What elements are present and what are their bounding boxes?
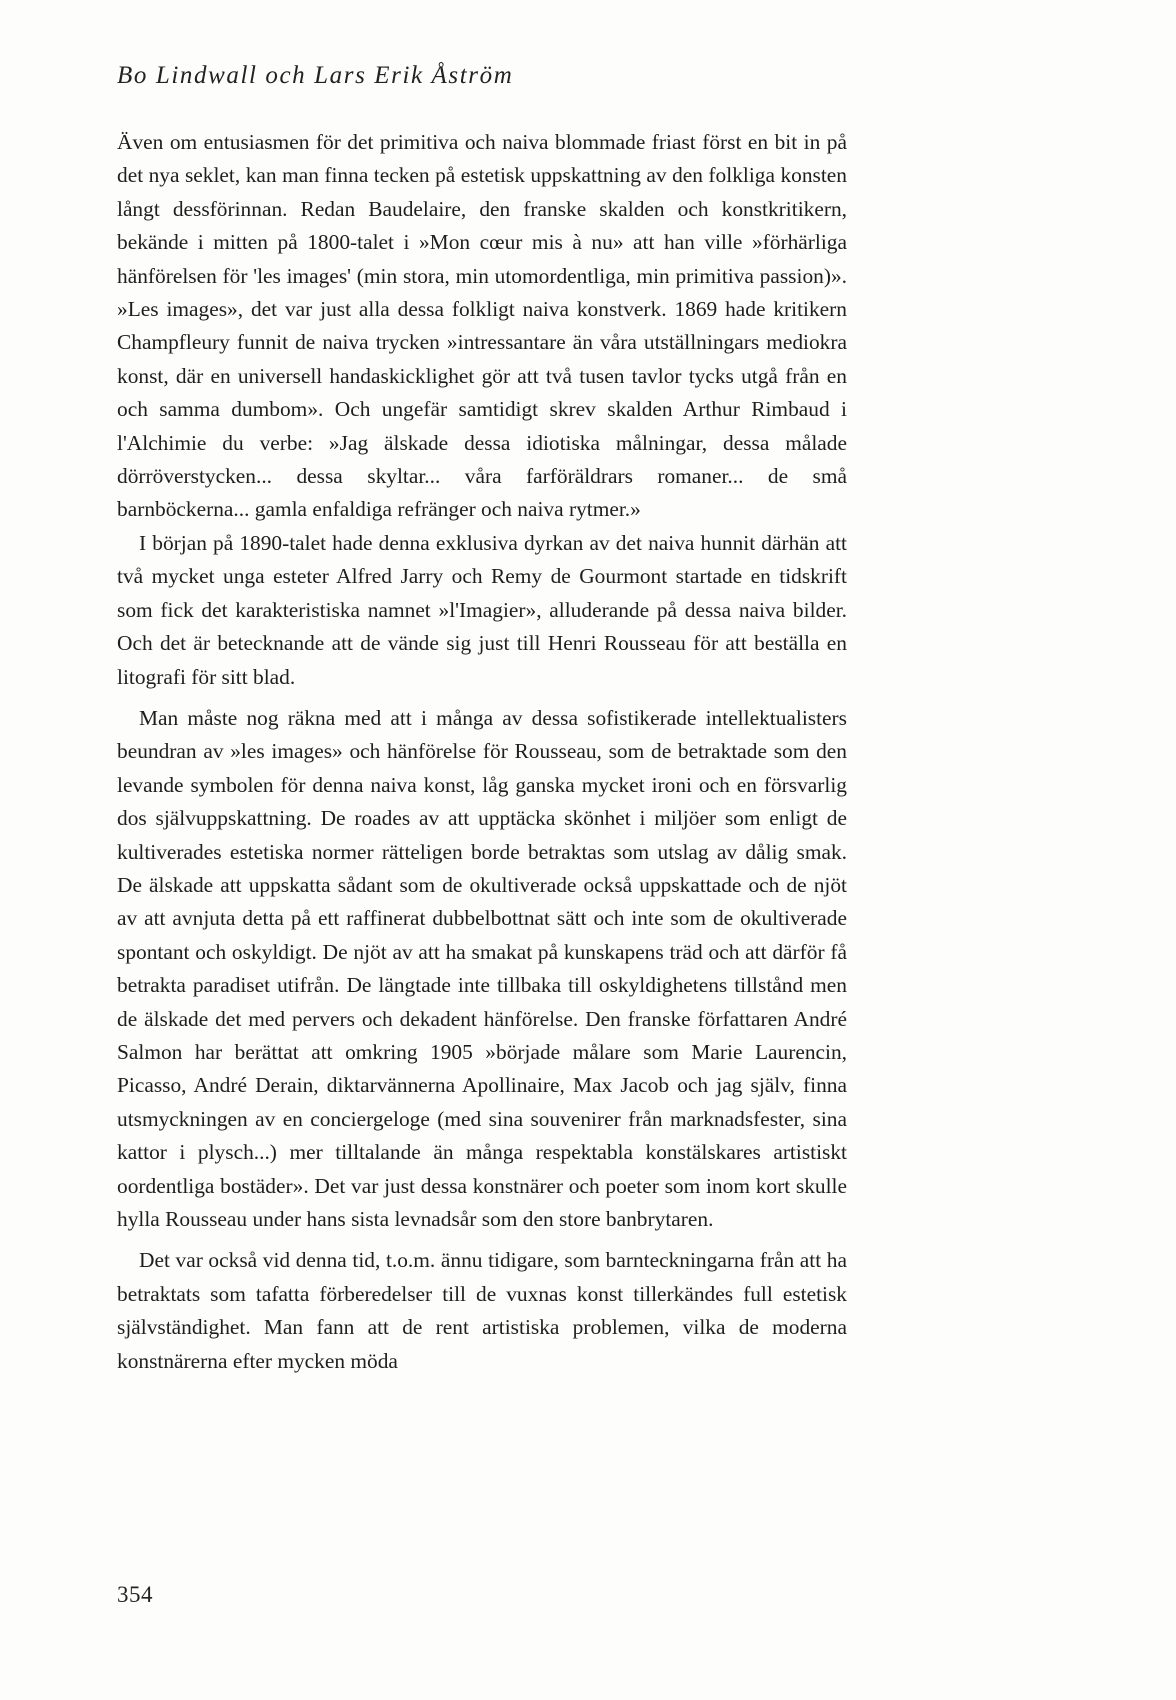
paragraph-4: Det var också vid denna tid, t.o.m. ännu tidigare, som barnteckningarna från att ha betraktats som tafatta förberedelser till de vuxnas konst tillerkändes full estetisk självständighet. Man fann att de rent artistiska problemen, vilka de moderna konstnärerna efter mycken möda	[117, 1248, 847, 1373]
page-number: 354	[117, 1582, 153, 1607]
paragraph-3: Man måste nog räkna med att i många av dessa sofistikerade intellektualisters beundran av »les images» och hänförelse för Rousseau, som de betraktade som den levande symbolen för denna naiva konst, låg ganska mycket ironi och en försvarlig dos självuppskattning. De roades av att upptäcka skönhet i miljöer som enligt de kultiverades estetiska normer rätteligen borde betraktas som utslag av dålig smak. De älskade att uppskatta sådant som de okultiverade också uppskattade och de njöt av att avnjuta detta på ett raffinerat dubbelbottnat sätt och inte som de okultiverade spontant och oskyldigt. De njöt av att ha smakat på kunskapens träd och att därför få betrakta paradiset utifrån. De längtade inte tillbaka till oskyldighetens tillstånd men de älskade det med pervers och dekadent hänförelse. Den franske författaren André Salmon har berättat att omkring 1905 »började målare som Marie Laurencin, Picasso, André Derain, diktarvännerna Apollinaire, Max Jacob och jag själv, finna utsmyckningen av en conciergeloge (med sina souvenirer från marknadsfester, sina kattor i plysch...) mer tilltalande än många respektabla konstälskares artistiskt oordentliga bostäder». Det var just dessa konstnärer och poeter som inom kort skulle hylla Rousseau under hans sista levnadsår som den store banbrytaren.	[117, 705, 847, 1231]
paragraph-1: Även om entusiasmen för det primitiva och naiva blommade friast först en bit in på det nya seklet, kan man finna tecken på estetisk uppskattning av den folkliga konsten långt dessförinnan. Redan Baudelaire, den franske skalden och konstkritikern, bekände i mitten på 1800-talet i »Mon cœur mis à nu» att han ville »förhärliga hänförelsen för 'les images' (min stora, min utomordentliga, min primitiva passion)». »Les images», det var just alla dessa folkligt naiva konstverk. 1869 hade kritikern Champfleury funnit de naiva trycken »intressantare än våra utställningars mediokra konst, där en universell handaskicklighet gör att två tusen tavlor tycks utgå från en och samma dumbom». Och ungefär samtidigt skrev skalden Arthur Rimbaud i l'Alchimie du verbe: »Jag älskade dessa idiotiska målningar, dessa målade dörröverstycken... dessa skyltar... våra farföräldrars romaner... de små barnböckerna... gamla enfaldiga refränger och naiva rytmer.»	[117, 130, 847, 522]
body-text	[117, 126, 847, 1378]
paragraph-2: I början på 1890-talet hade denna exklusiva dyrkan av det naiva hunnit därhän att två mycket unga esteter Alfred Jarry och Remy de Gourmont startade en tidskrift som fick det karakteristiska namnet »l'Imagier», alluderande på dessa naiva bilder. Och det är betecknande att de vände sig just till Henri Rousseau för att beställa en litografi för sitt blad.	[117, 530, 847, 689]
running-head-authors: Bo Lindwall och Lars Erik Åström	[117, 62, 514, 89]
